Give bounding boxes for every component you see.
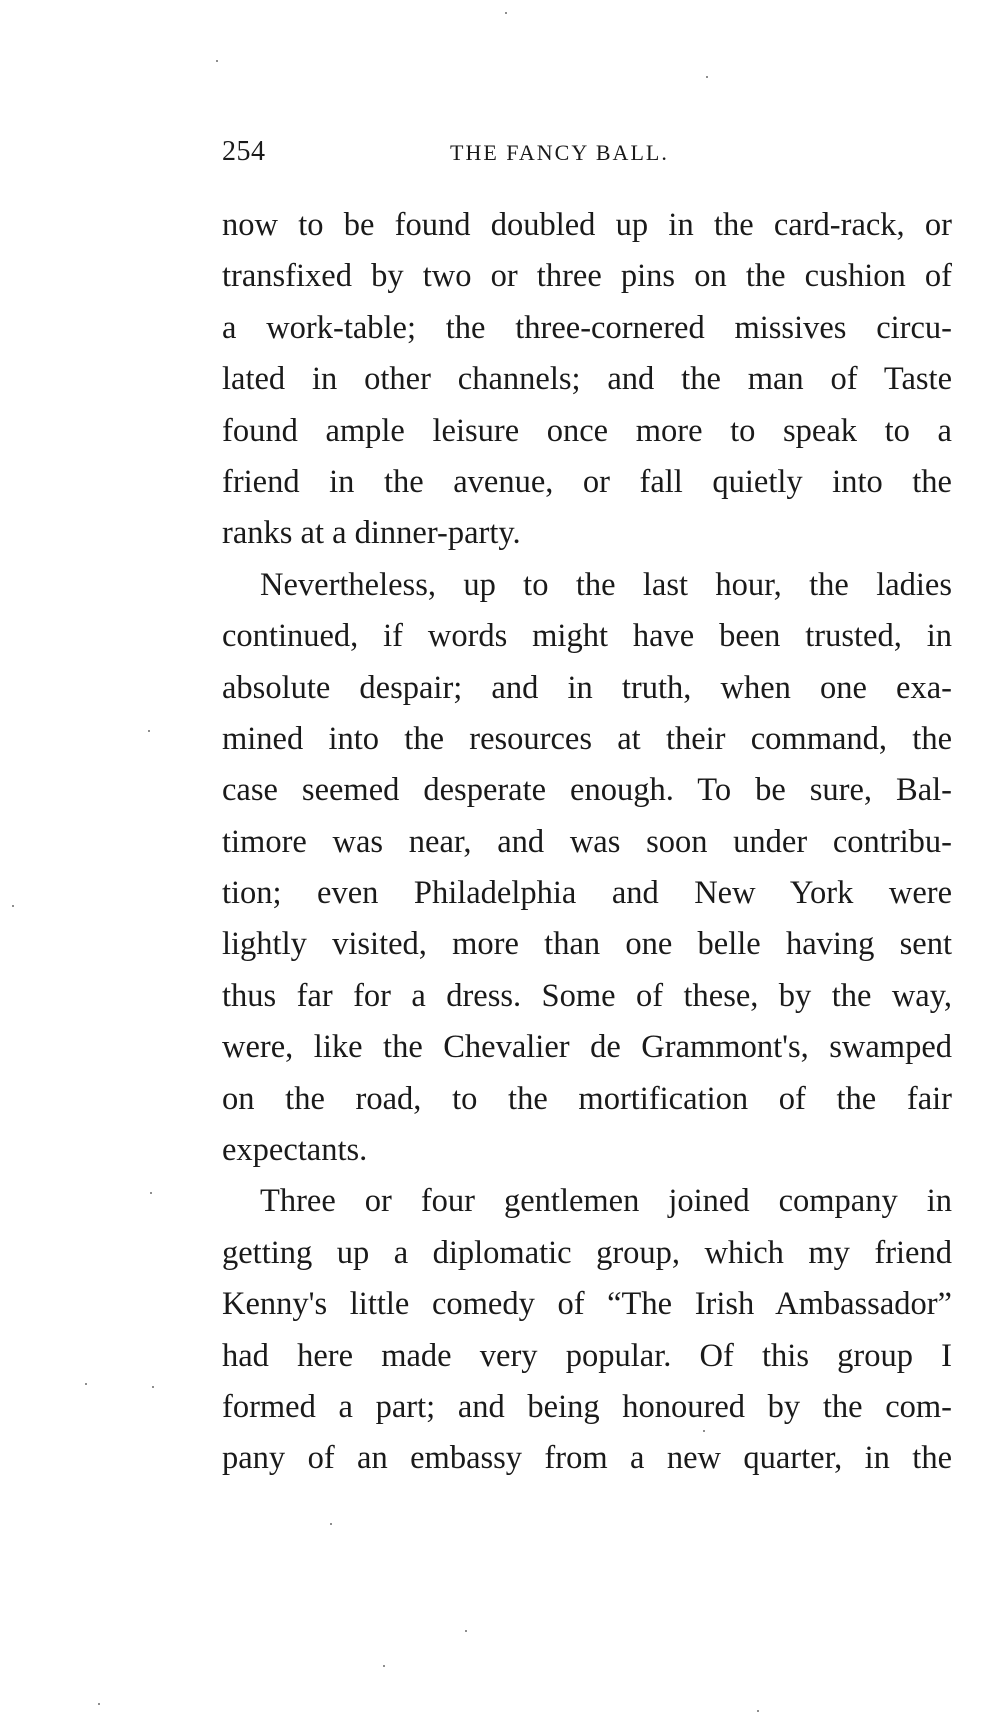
- text-line: on the road, to the mortification of the fair: [222, 1080, 952, 1117]
- scan-speck: [757, 1710, 759, 1712]
- scan-speck: [706, 76, 708, 78]
- paragraph: [222, 1176, 952, 1484]
- scan-speck: [85, 1383, 87, 1385]
- text-line: found ample leisure once more to speak to a: [222, 412, 952, 449]
- text-line: continued, if words might have been trusted, in: [222, 618, 952, 655]
- scan-speck: [148, 730, 150, 732]
- text-line: Three or four gentlemen joined company in: [260, 1183, 952, 1220]
- paragraph: [222, 200, 952, 560]
- scan-speck: [465, 1630, 467, 1632]
- text-line: absolute despair; and in truth, when one exa-: [222, 669, 952, 706]
- scan-speck: [150, 1192, 152, 1194]
- scan-speck: [330, 1523, 332, 1525]
- text-line: expectants.: [222, 1132, 368, 1169]
- scan-speck: [152, 1386, 154, 1388]
- text-line: formed a part; and being honoured by the com-: [222, 1388, 952, 1425]
- running-title: THE FANCY BALL.: [450, 140, 669, 165]
- text-line: friend in the avenue, or fall quietly into the: [222, 463, 952, 500]
- scan-speck: [216, 60, 218, 62]
- text-line: getting up a diplomatic group, which my friend: [222, 1234, 952, 1271]
- text-line: case seemed desperate enough. To be sure, Bal-: [222, 772, 952, 809]
- text-line: transfixed by two or three pins on the cushion of: [222, 258, 952, 295]
- text-line: mined into the resources at their command, the: [222, 720, 952, 757]
- body-text: [222, 200, 952, 1485]
- text-line: pany of an embassy from a new quarter, in the: [222, 1440, 952, 1477]
- text-line: ranks at a dinner-party.: [222, 515, 521, 552]
- text-line: now to be found doubled up in the card-rack, or: [222, 207, 952, 243]
- text-line: lated in other channels; and the man of Taste: [222, 361, 952, 398]
- text-line: lightly visited, more than one belle having sent: [222, 926, 952, 963]
- page-number: 254: [222, 136, 266, 167]
- scan-speck: [703, 1430, 705, 1432]
- text-line: had here made very popular. Of this group I: [222, 1337, 952, 1374]
- running-header: [222, 136, 952, 176]
- scan-speck: [383, 1665, 385, 1667]
- scan-speck: [505, 12, 507, 14]
- text-line: a work-table; the three-cornered missives circu-: [222, 309, 952, 346]
- text-line: Nevertheless, up to the last hour, the ladies: [260, 566, 952, 603]
- text-line: tion; even Philadelphia and New York were: [222, 875, 952, 912]
- text-line: were, like the Chevalier de Grammont's, swamped: [222, 1029, 952, 1066]
- paragraph: [222, 560, 952, 1177]
- text-line: Kenny's little comedy of “The Irish Ambassador”: [222, 1286, 952, 1323]
- scan-speck: [12, 905, 14, 907]
- scan-speck: [98, 1703, 100, 1705]
- text-line: thus far for a dress. Some of these, by the way,: [222, 977, 952, 1014]
- text-line: timore was near, and was soon under contribu-: [222, 823, 952, 860]
